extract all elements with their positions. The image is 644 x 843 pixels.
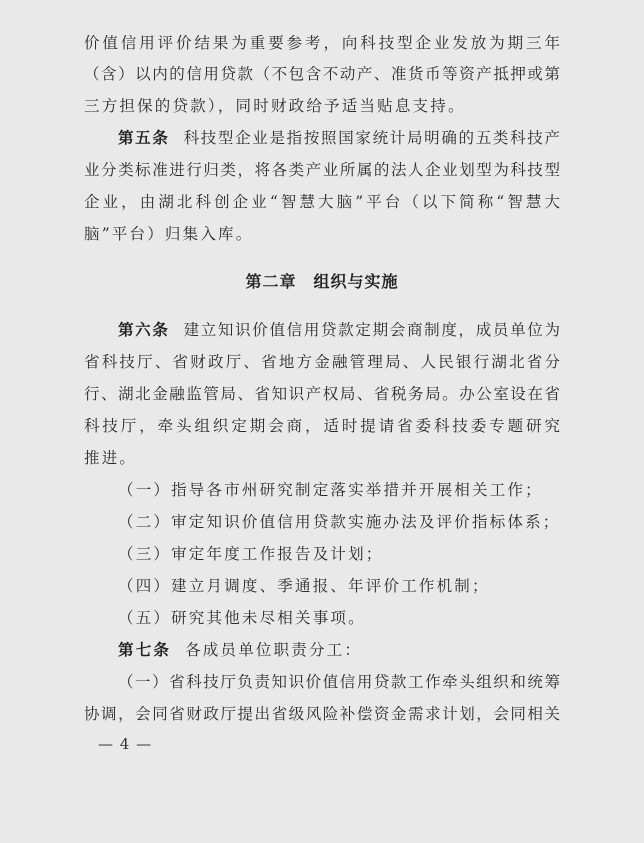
body-line: 价值信用评价结果为重要参考，向科技型企业发放为期三年	[84, 34, 560, 52]
list-item: （三）审定年度工作报告及计划；	[118, 545, 384, 563]
body-line: 企业，由湖北科创企业“智慧大脑”平台（以下简称“智慧大	[84, 193, 560, 211]
body-line: 脑”平台）归集入库。	[84, 225, 254, 243]
article-7-label: 第七条	[118, 640, 172, 659]
body-line: 业分类标准进行归类，将各类产业所属的法人企业划型为科技型	[84, 161, 560, 179]
body-line: （含）以内的信用贷款（不包含不动产、准货币等资产抵押或第	[84, 65, 560, 83]
chapter-heading: 第二章 组织与实施	[245, 272, 399, 291]
body-line: 省科技厅、省财政厅、省地方金融管理局、人民银行湖北省分	[84, 353, 560, 371]
article-7-text: 各成员单位职责分工：	[185, 641, 363, 659]
article-5-label: 第五条	[118, 128, 170, 147]
body-line: 协调，会同省财政厅提出省级风险补偿资金需求计划，会同相关	[84, 705, 560, 723]
body-line: 推进。	[84, 449, 138, 467]
article-6-text: 建立知识价值信用贷款定期会商制度，成员单位为	[183, 321, 560, 339]
article-6-first-line	[118, 320, 560, 340]
article-5-text: 科技型企业是指按照国家统计局明确的五类科技产	[183, 129, 560, 147]
body-line: 行、湖北金融监管局、省知识产权局、省税务局。办公室设在省	[84, 385, 560, 403]
page-number: — 4 —	[98, 735, 153, 753]
body-line: 三方担保的贷款），同时财政给予适当贴息支持。	[84, 97, 466, 115]
list-item: （五）研究其他未尽相关事项。	[118, 609, 366, 627]
list-item: （四）建立月调度、季通报、年评价工作机制；	[118, 577, 490, 595]
body-line: （一）省科技厅负责知识价值信用贷款工作牵头组织和统筹	[118, 673, 560, 691]
list-item: （二）审定知识价值信用贷款实施办法及评价指标体系；	[118, 513, 561, 531]
body-line: 科技厅，牵头组织定期会商，适时提请省委科技委专题研究	[84, 417, 560, 435]
article-6-label: 第六条	[118, 320, 170, 339]
list-item: （一）指导各市州研究制定落实举措并开展相关工作；	[118, 481, 543, 499]
article-7-first-line	[118, 640, 560, 660]
article-5-first-line	[118, 128, 560, 148]
